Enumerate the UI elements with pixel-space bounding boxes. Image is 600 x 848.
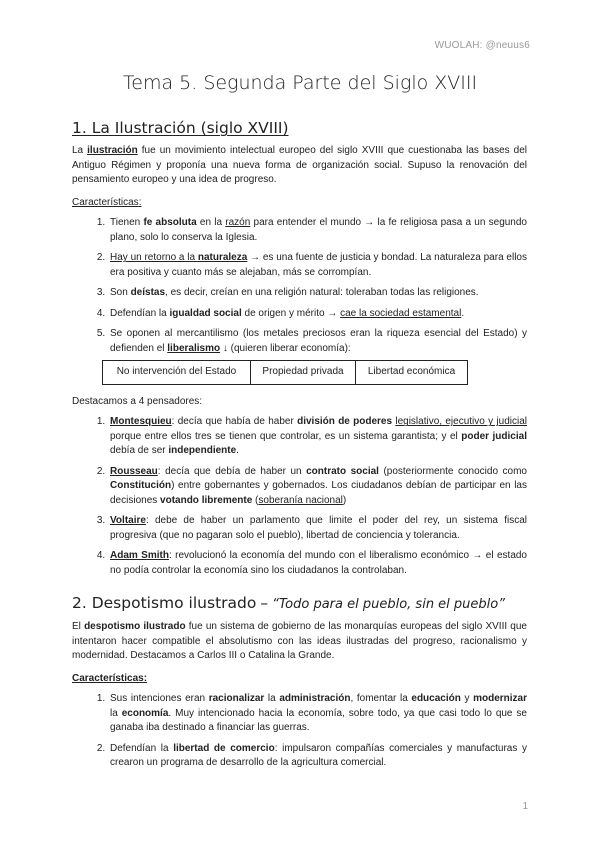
list-item: 1. Sus intenciones eran racionalizar la administración, fomentar la educación y modernizar la economía. Muy intencionado hacia la economía, sobre todo, ya que casi todo lo que se ganaba iba destinado a financiar las guerras. <box>108 692 527 736</box>
list-item: 1. Montesquieu: decía que había de haber división de poderes legislativo, ejecutivo y judicial porque entre ellos tres se tienen que controlar, es un sistema garantista; y el poder judicial debía de ser independiente. <box>108 415 527 459</box>
page-number: 1 <box>522 801 528 812</box>
watermark: WUOLAH: @neuus6 <box>434 40 530 51</box>
section-1-intro: La ilustración fue un movimiento intelectual europeo del siglo XVIII que cuestionaba las bases del Antiguo Régimen y proponía una nueva forma de organización social. Supuso la renovación del pensamiento europeo y una idea de progreso. <box>72 145 527 186</box>
list-item: 1. Tienen fe absoluta en la razón para entender el mundo → la fe religiosa pasa a un segundo plano, solo lo conserva la Iglesia. <box>108 216 527 245</box>
section-2-intro: El despotismo ilustrado fue un sistema de gobierno de las monarquías europeas del siglo XVIII que intentaron hacer compatible el absolutismo con las ideas ilustradas del progreso, racionalismo y modernidad. Destacamos a Carlos III o Catalina la Grande. <box>72 621 527 662</box>
characteristics-list-1 <box>72 216 527 385</box>
liberalism-table <box>102 360 468 385</box>
table-cell: Libertad económica <box>356 361 468 385</box>
section-2-subheading: Características: <box>72 672 148 684</box>
list-item: 3. Son deístas, es decir, creían en una religión natural: toleraban todas las religiones. <box>108 286 527 301</box>
characteristics-list-2 <box>72 692 527 771</box>
list-item: 2. Hay un retorno a la naturaleza → es una fuente de justicia y bondad. La naturaleza para ellos era positiva y cuanto más se alejaban, más se corrompían. <box>108 251 527 280</box>
section-1-subheading: Características: <box>72 196 142 208</box>
document-body <box>72 117 527 778</box>
table-cell: No intervención del Estado <box>103 361 251 385</box>
list-item: 2. Defendían la libertad de comercio: impulsaron compañías comerciales y manufacturas y crearon un programa de desarrollo de la agricultura comercial. <box>108 742 527 771</box>
list-item: 4. Adam Smith: revolucionó la economía del mundo con el liberalismo económico → el estado no podía controlar la economía sino los ciudadanos la controlaban. <box>108 549 527 578</box>
thinkers-lead: Destacamos a 4 pensadores: <box>72 395 203 407</box>
table-cell: Propiedad privada <box>250 361 355 385</box>
list-item: 5. Se oponen al mercantilismo (los metales preciosos eran la riqueza esencial del Estado) y defienden el liberalismo ↓ (quieren liberar economía): No intervención del Estado Propiedad privada Libertad económica <box>108 327 527 385</box>
list-item: 2. Rousseau: decía que debía de haber un contrato social (posteriormente conocido como Constitución) entre gobernantes y gobernados. Los ciudadanos debían de participar en las decisiones votando libremente (soberanía nacional) <box>108 465 527 509</box>
section-2-heading: 2. Despotismo ilustrado – “Todo para el pueblo, sin el pueblo” <box>72 594 505 613</box>
list-item: 3. Voltaire: debe de haber un parlamento que limite el poder del rey, un sistema fiscal progresiva (que no pagaran solo el pueblo), libertad de conciencia y tolerancia. <box>108 514 527 543</box>
page-title: Tema 5. Segunda Parte del Siglo XVIII <box>122 72 478 94</box>
thinkers-list <box>72 415 527 578</box>
list-item: 4. Defendían la igualdad social de origen y mérito → cae la sociedad estamental. <box>108 307 527 322</box>
section-1-heading: 1. La Ilustración (siglo XVIII) <box>72 119 289 137</box>
